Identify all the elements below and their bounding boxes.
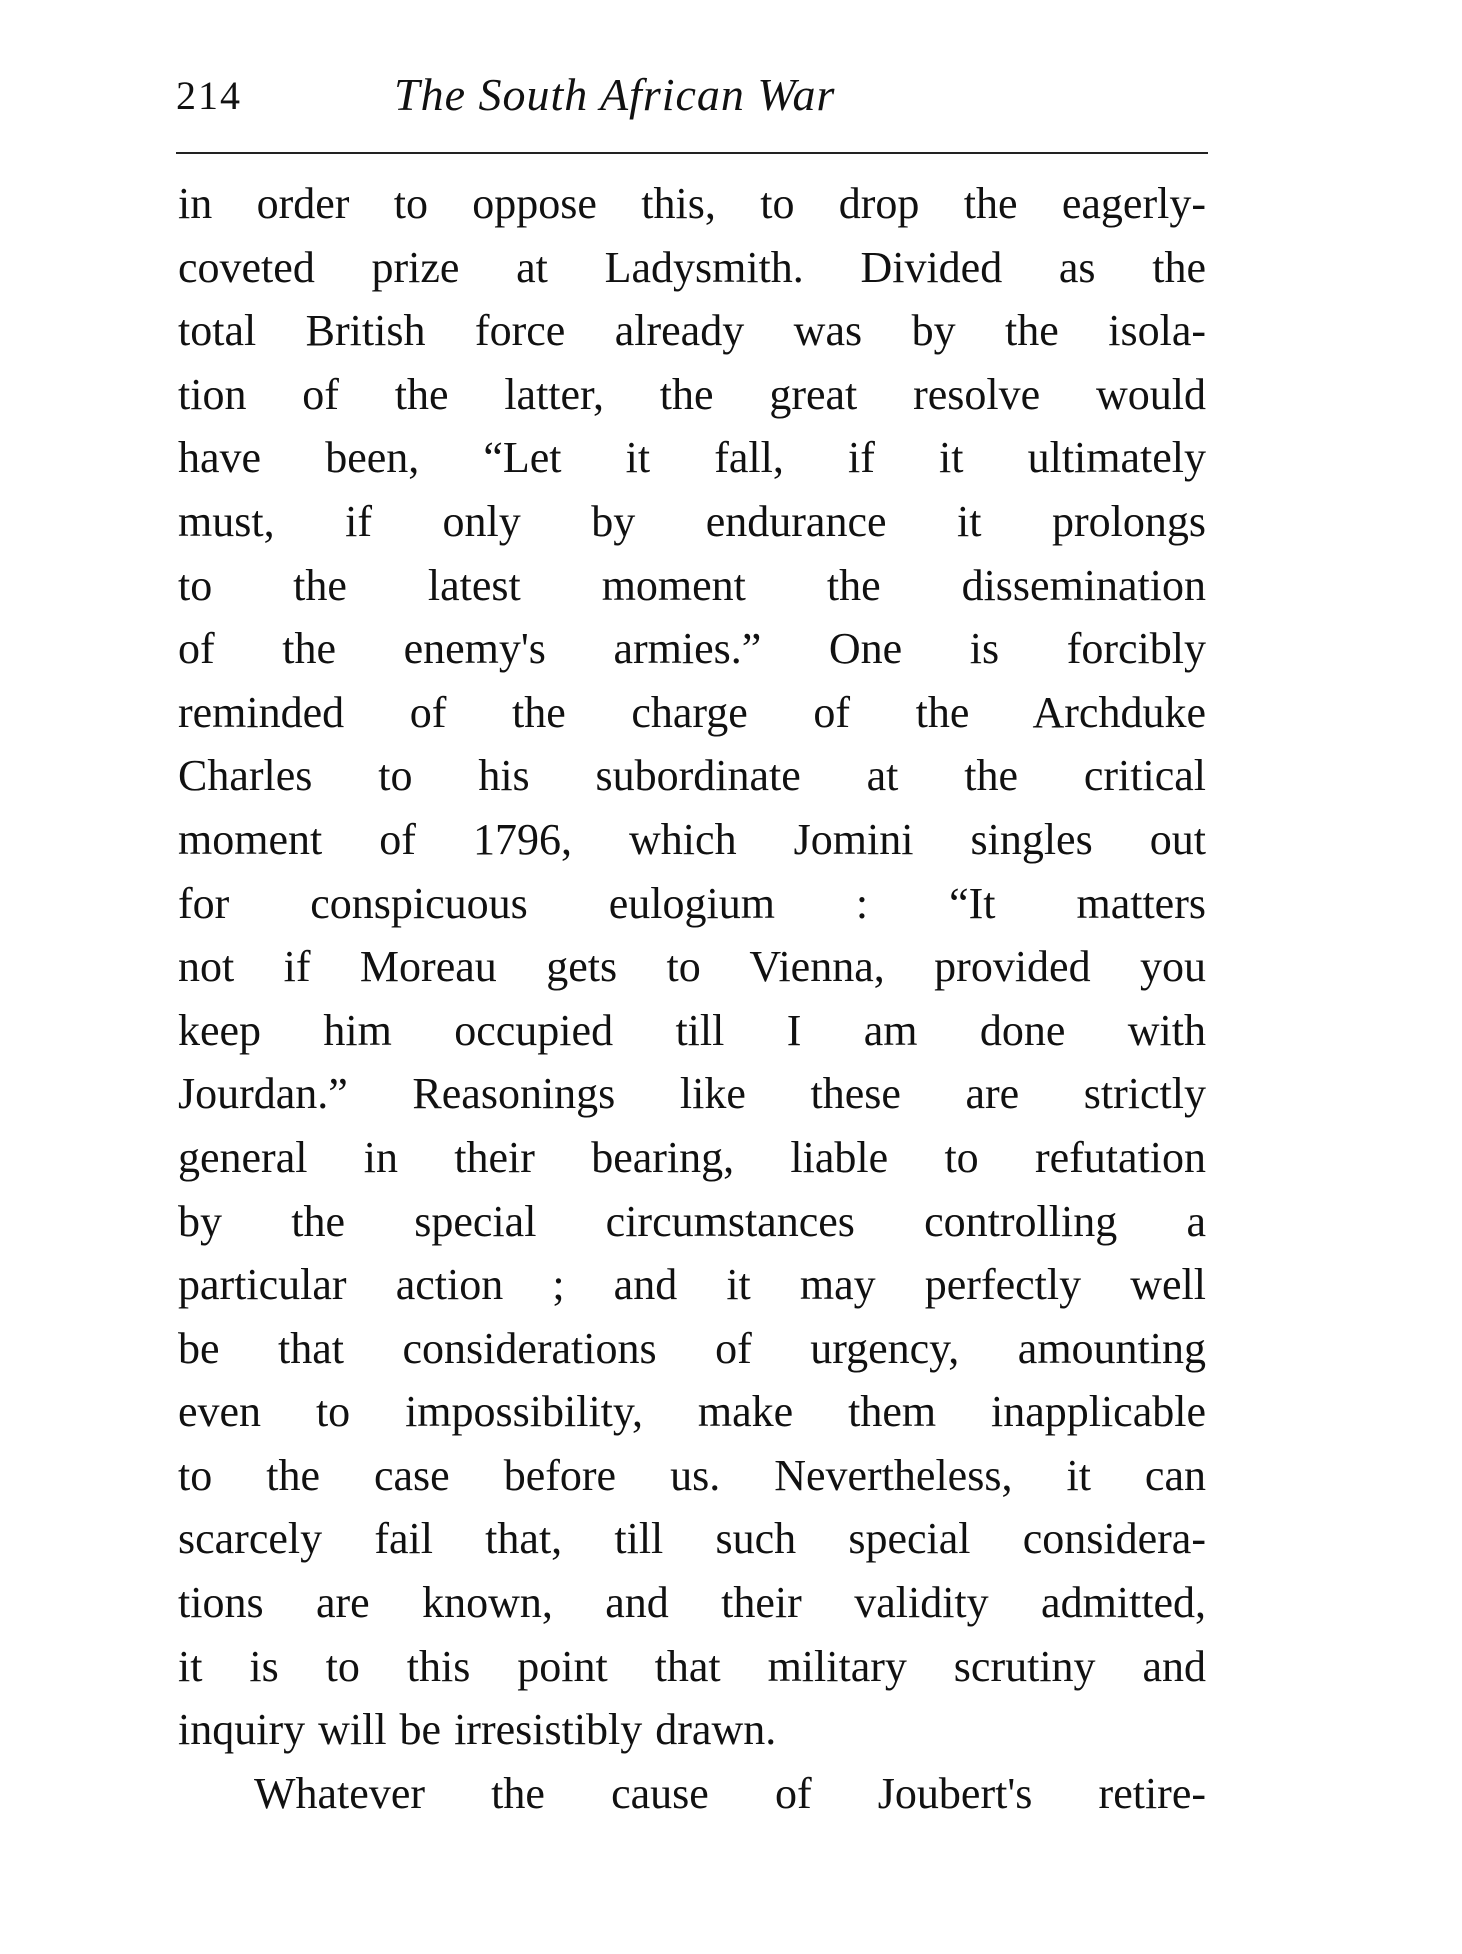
text-line: reminded of the charge of the Archduke bbox=[178, 687, 1206, 737]
text-line: Charles to his subordinate at the critical bbox=[178, 751, 1206, 801]
text-line: to the case before us. Nevertheless, it can bbox=[178, 1450, 1206, 1500]
header-rule bbox=[176, 152, 1208, 154]
text-line: even to impossibility, make them inapplicable bbox=[178, 1387, 1206, 1437]
running-title: The South African War bbox=[394, 69, 836, 120]
text-line: in order to oppose this, to drop the eagerly- bbox=[178, 179, 1206, 228]
text-line: be that considerations of urgency, amounting bbox=[178, 1323, 1206, 1373]
text-line: scarcely fail that, till such special considera- bbox=[178, 1514, 1206, 1564]
text-line: it is to this point that military scrutiny and bbox=[178, 1641, 1206, 1691]
text-line: for conspicuous eulogium : “It matters bbox=[178, 878, 1206, 928]
text-line: moment of 1796, which Jomini singles out bbox=[178, 814, 1206, 864]
text-line: tion of the latter, the great resolve would bbox=[178, 369, 1206, 419]
page-number: 214 bbox=[176, 73, 242, 118]
text-line: not if Moreau gets to Vienna, provided you bbox=[178, 942, 1206, 992]
body-text bbox=[178, 172, 1206, 1825]
text-line: Whatever the cause of Joubert's retire- bbox=[254, 1768, 1206, 1818]
text-line: by the special circumstances controlling a bbox=[178, 1196, 1206, 1246]
text-line: coveted prize at Ladysmith. Divided as the bbox=[178, 242, 1206, 292]
text-line: total British force already was by the isola- bbox=[178, 306, 1206, 356]
text-line: of the enemy's armies.” One is forcibly bbox=[178, 624, 1206, 674]
text-line: to the latest moment the dissemination bbox=[178, 560, 1206, 610]
text-line: tions are known, and their validity admitted, bbox=[178, 1578, 1206, 1628]
text-line: Jourdan.” Reasonings like these are strictly bbox=[178, 1069, 1206, 1119]
text-line: particular action ; and it may perfectly well bbox=[178, 1260, 1206, 1310]
text-line: have been, “Let it fall, if it ultimately bbox=[178, 433, 1206, 483]
text-line: general in their bearing, liable to refutation bbox=[178, 1132, 1206, 1182]
text-line: must, if only by endurance it prolongs bbox=[178, 496, 1206, 546]
running-header bbox=[176, 69, 1208, 128]
text-line: keep him occupied till I am done with bbox=[178, 1005, 1206, 1055]
text-line: inquiry will be irresistibly drawn. bbox=[178, 1705, 777, 1755]
